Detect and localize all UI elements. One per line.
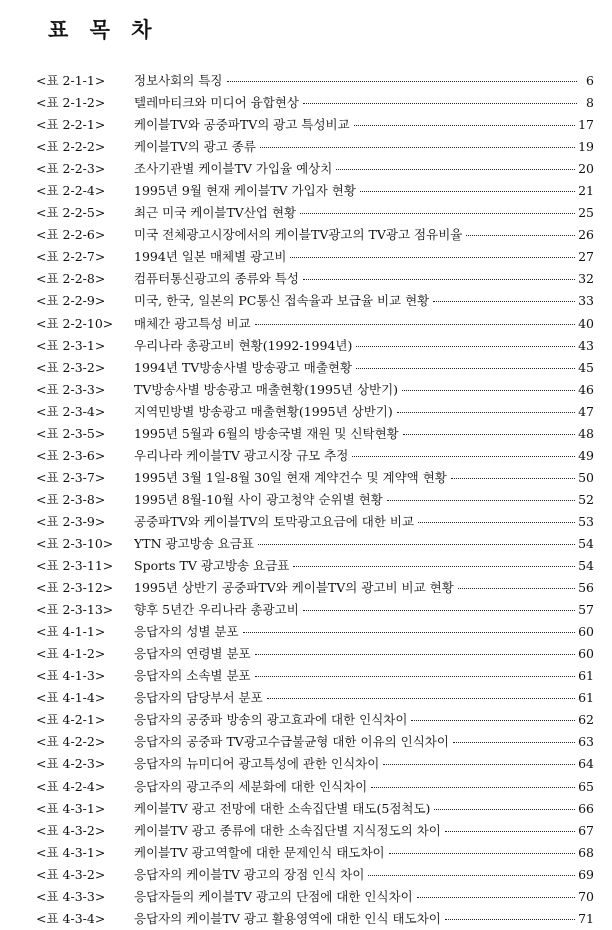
- toc-entry-title: 응답자의 케이블TV 광고 활용영역에 대한 인식 태도차이: [134, 910, 441, 926]
- toc-entry-page-number: 43: [578, 337, 594, 353]
- toc-entry-page-number: 70: [578, 888, 594, 904]
- dot-leader: [389, 853, 575, 854]
- toc-entry-page-number: 50: [578, 469, 594, 485]
- dot-leader: [258, 544, 575, 545]
- toc-entry[interactable]: [36, 533, 594, 555]
- toc-entry-page-number: 64: [578, 756, 594, 772]
- toc-entry[interactable]: [36, 335, 594, 357]
- dot-leader: [293, 566, 575, 567]
- dot-leader: [368, 875, 575, 876]
- toc-entry-page-number: 25: [578, 205, 594, 221]
- toc-entry[interactable]: [36, 776, 594, 798]
- toc-entry-page-number: 56: [578, 580, 594, 596]
- toc-entry[interactable]: [36, 180, 594, 202]
- dot-leader: [354, 125, 575, 126]
- toc-entry-title: 응답자의 소속별 분포: [134, 668, 251, 684]
- toc-entry-page-number: 66: [578, 800, 594, 816]
- toc-entry[interactable]: [36, 268, 594, 290]
- toc-entry-label: <표 2-3-10>: [36, 535, 114, 551]
- toc-entry-title: 응답자의 담당부서 분포: [134, 690, 263, 706]
- dot-leader: [227, 81, 578, 82]
- toc-entry-page-number: 26: [578, 227, 594, 243]
- toc-entry-label: <표 4-2-4>: [36, 778, 106, 794]
- toc-entry-title: TV방송사별 방송광고 매출현황(1995년 상반기): [134, 381, 399, 397]
- toc-entry-page-number: 60: [578, 624, 594, 640]
- toc-entry-label: <표 2-2-7>: [36, 249, 106, 265]
- toc-entry-title: 미국 전체광고시장에서의 케이블TV광고의 TV광고 점유비율: [134, 227, 463, 243]
- toc-entry-label: <표 2-3-3>: [36, 381, 106, 397]
- toc-entry-label: <표 2-3-2>: [36, 359, 106, 375]
- toc-entry-title: 미국, 한국, 일본의 PC통신 접속율과 보급율 비교 현황: [134, 293, 430, 309]
- toc-entry-page-number: 65: [578, 778, 594, 794]
- toc-entry-label: <표 2-3-4>: [36, 403, 106, 419]
- dot-leader: [411, 720, 575, 721]
- dot-leader: [453, 742, 575, 743]
- toc-entry-title: 케이블TV와 공중파TV의 광고 특성비교: [134, 117, 350, 133]
- toc-entry-page-number: 61: [578, 668, 594, 684]
- toc-entry-title: 1994년 일본 매체별 광고비: [134, 249, 287, 265]
- toc-entry-label: <표 4-2-1>: [36, 712, 106, 728]
- toc-entry-label: <표 2-3-6>: [36, 447, 106, 463]
- toc-entry-title: 지역민방별 방송광고 매출현황(1995년 상반기): [134, 403, 393, 419]
- toc-entry-label: <표 2-2-5>: [36, 205, 106, 221]
- toc-entry-title: 우리나라 케이블TV 광고시장 규모 추정: [134, 447, 349, 463]
- toc-entry-label: <표 2-3-8>: [36, 491, 106, 507]
- toc-entry-title: Sports TV 광고방송 요금표: [134, 558, 290, 574]
- toc-entry-label: <표 2-1-2>: [36, 95, 106, 111]
- toc-entry-page-number: 45: [578, 359, 594, 375]
- toc-entry[interactable]: [36, 114, 594, 136]
- toc-entry-label: <표 2-3-7>: [36, 469, 106, 485]
- toc-entry[interactable]: [36, 379, 594, 401]
- toc-entry-page-number: 27: [578, 249, 594, 265]
- toc-entry-title: 1995년 3월 1일-8월 30일 현재 계약건수 및 계약액 현황: [134, 469, 447, 485]
- toc-entry-page-number: 46: [578, 381, 594, 397]
- toc-entry-title: 우리나라 총광고비 현황(1992-1994년): [134, 337, 353, 353]
- toc-entry-page-number: 6: [586, 73, 594, 88]
- dot-leader: [352, 456, 575, 457]
- dot-leader: [303, 103, 577, 104]
- toc-entry[interactable]: [36, 246, 594, 268]
- toc-entry[interactable]: [36, 290, 594, 312]
- toc-entry-page-number: 68: [578, 844, 594, 860]
- toc-entry-title: 케이블TV 광고 전망에 대한 소속집단별 태도(5점척도): [134, 800, 431, 816]
- toc-entry-label: <표 2-2-9>: [36, 293, 106, 309]
- toc-entry-title: 응답자들의 케이블TV 광고의 단점에 대한 인식차이: [134, 888, 413, 904]
- toc-entry-title: 케이블TV 광고역할에 대한 문제인식 태도차이: [134, 844, 385, 860]
- toc-entry-title: 1995년 상반기 공중파TV와 케이블TV의 광고비 비교 현황: [134, 580, 454, 596]
- dot-leader: [445, 831, 575, 832]
- toc-entry-title: 케이블TV 광고 종류에 대한 소속집단별 지식정도의 차이: [134, 822, 441, 838]
- toc-entry[interactable]: [36, 489, 594, 511]
- toc-entry[interactable]: [36, 599, 594, 621]
- toc-entry-title: 텔레마티크와 미디어 융합현상: [134, 95, 299, 111]
- toc-entry[interactable]: [36, 665, 594, 687]
- dot-leader: [336, 169, 575, 170]
- toc-entry-label: <표 4-1-2>: [36, 646, 106, 662]
- toc-entry[interactable]: [36, 577, 594, 599]
- dot-leader: [255, 654, 575, 655]
- toc-entry[interactable]: [36, 908, 594, 930]
- toc-entry[interactable]: [36, 842, 594, 864]
- toc-entry[interactable]: [36, 687, 594, 709]
- toc-entry[interactable]: [36, 511, 594, 533]
- dot-leader: [356, 368, 575, 369]
- toc-entry-label: <표 2-2-4>: [36, 183, 106, 199]
- toc-entry-label: <표 2-2-1>: [36, 117, 106, 133]
- dot-leader: [290, 257, 575, 258]
- toc-entry-label: <표 2-3-12>: [36, 580, 114, 596]
- toc-entry[interactable]: [36, 886, 594, 908]
- toc-entry-title: 응답자의 공중파 방송의 광고효과에 대한 인식차이: [134, 712, 408, 728]
- dot-leader: [387, 500, 575, 501]
- toc-entry-label: <표 4-1-3>: [36, 668, 106, 684]
- dot-leader: [300, 213, 575, 214]
- toc-entry-page-number: 33: [578, 293, 594, 309]
- toc-entry-page-number: 63: [578, 734, 594, 750]
- toc-entry-page-number: 71: [578, 910, 594, 926]
- dot-leader: [260, 147, 575, 148]
- toc-entry-title: 응답자의 광고주의 세분화에 대한 인식차이: [134, 778, 368, 794]
- toc-entry-page-number: 54: [578, 558, 594, 574]
- toc-entry-title: 매체간 광고특성 비교: [134, 315, 251, 331]
- toc-entry-title: 응답자의 케이블TV 광고의 장점 인식 차이: [134, 866, 365, 882]
- toc-entry-label: <표 4-3-1>: [36, 844, 106, 860]
- toc-entry[interactable]: [36, 357, 594, 379]
- toc-entry-page-number: 19: [578, 139, 594, 155]
- toc-entry[interactable]: [36, 643, 594, 665]
- toc-entry-label: <표 4-2-3>: [36, 756, 106, 772]
- toc-entry-title: 1994년 TV방송사별 방송광고 매출현황: [134, 359, 353, 375]
- toc-entry-label: <표 4-1-4>: [36, 690, 106, 706]
- page-title: 표 목 차: [48, 17, 159, 42]
- toc-entry-page-number: 69: [578, 866, 594, 882]
- table-of-tables-list: [36, 70, 594, 930]
- toc-entry[interactable]: [36, 621, 594, 643]
- toc-entry-label: <표 2-2-8>: [36, 271, 106, 287]
- toc-entry[interactable]: [36, 423, 594, 445]
- toc-entry[interactable]: [36, 70, 594, 92]
- toc-entry-label: <표 4-3-4>: [36, 910, 106, 926]
- toc-entry[interactable]: [36, 401, 594, 423]
- toc-entry-title: 응답자의 성별 분포: [134, 624, 239, 640]
- toc-entry-page-number: 52: [578, 491, 594, 507]
- toc-entry[interactable]: [36, 224, 594, 246]
- toc-entry-label: <표 2-3-9>: [36, 513, 106, 529]
- toc-entry-page-number: 67: [578, 822, 594, 838]
- toc-entry-title: 공중파TV와 케이블TV의 토막광고요금에 대한 비교: [134, 513, 415, 529]
- toc-entry-title: YTN 광고방송 요금표: [134, 535, 254, 551]
- dot-leader: [417, 897, 575, 898]
- toc-entry-page-number: 8: [586, 95, 594, 111]
- toc-entry-title: 향후 5년간 우리나라 총광고비: [134, 602, 299, 618]
- dot-leader: [402, 390, 575, 391]
- toc-entry-label: <표 2-1-1>: [36, 73, 106, 88]
- toc-entry-label: <표 4-3-2>: [36, 822, 106, 838]
- toc-entry-page-number: 21: [578, 183, 594, 199]
- toc-entry-title: 응답자의 공중파 TV광고수급불균형 대한 이유의 인식차이: [134, 734, 449, 750]
- toc-entry-page-number: 20: [578, 161, 594, 177]
- toc-entry[interactable]: [36, 202, 594, 224]
- dot-leader: [303, 610, 575, 611]
- toc-entry-title: 케이블TV의 광고 종류: [134, 139, 256, 155]
- dot-leader: [243, 632, 576, 633]
- toc-entry[interactable]: [36, 798, 594, 820]
- toc-entry-label: <표 2-3-1>: [36, 337, 106, 353]
- dot-leader: [445, 919, 575, 920]
- dot-leader: [451, 478, 575, 479]
- toc-entry[interactable]: [36, 158, 594, 180]
- toc-entry[interactable]: [36, 445, 594, 467]
- toc-entry-label: <표 2-3-13>: [36, 602, 114, 618]
- dot-leader: [433, 301, 575, 302]
- toc-entry-title: 정보사회의 특징: [134, 73, 223, 88]
- toc-entry-label: <표 4-3-3>: [36, 888, 106, 904]
- dot-leader: [403, 434, 575, 435]
- toc-entry-label: <표 4-2-2>: [36, 734, 106, 750]
- toc-entry-page-number: 32: [578, 271, 594, 287]
- toc-entry[interactable]: [36, 709, 594, 731]
- toc-entry-page-number: 40: [578, 315, 594, 331]
- toc-entry[interactable]: [36, 313, 594, 335]
- toc-entry[interactable]: [36, 467, 594, 489]
- toc-entry[interactable]: [36, 753, 594, 775]
- toc-entry-title: 1995년 8월-10월 사이 광고청약 순위별 현황: [134, 491, 383, 507]
- toc-entry-page-number: 47: [578, 403, 594, 419]
- dot-leader: [255, 324, 575, 325]
- toc-entry[interactable]: [36, 92, 594, 114]
- dot-leader: [356, 346, 575, 347]
- toc-entry-title: 응답자의 뉴미디어 광고특성에 관한 인식차이: [134, 756, 380, 772]
- toc-entry[interactable]: [36, 555, 594, 577]
- toc-entry-title: 응답자의 연령별 분포: [134, 646, 251, 662]
- dot-leader: [397, 412, 575, 413]
- toc-entry-page-number: 49: [578, 447, 594, 463]
- dot-leader: [267, 698, 575, 699]
- toc-entry[interactable]: [36, 820, 594, 842]
- toc-entry-page-number: 48: [578, 425, 594, 441]
- toc-entry-title: 컴퓨터통신광고의 종류와 특성: [134, 271, 299, 287]
- toc-entry-page-number: 61: [578, 690, 594, 706]
- dot-leader: [466, 235, 575, 236]
- toc-entry-label: <표 4-3-1>: [36, 800, 106, 816]
- toc-entry-title: 1995년 9월 현재 케이블TV 가입자 현황: [134, 183, 356, 199]
- toc-entry-label: <표 2-3-11>: [36, 558, 114, 574]
- toc-entry-label: <표 2-2-2>: [36, 139, 106, 155]
- toc-entry[interactable]: [36, 864, 594, 886]
- toc-entry-page-number: 17: [578, 117, 594, 133]
- toc-entry-title: 1995년 5월과 6월의 방송국별 재원 및 신탁현황: [134, 425, 399, 441]
- toc-entry-label: <표 2-3-5>: [36, 425, 106, 441]
- dot-leader: [255, 676, 575, 677]
- dot-leader: [383, 764, 575, 765]
- dot-leader: [418, 522, 575, 523]
- toc-entry-label: <표 2-2-6>: [36, 227, 106, 243]
- toc-entry-label: <표 2-2-3>: [36, 161, 106, 177]
- dot-leader: [434, 809, 575, 810]
- toc-entry-page-number: 62: [578, 712, 594, 728]
- toc-entry[interactable]: [36, 731, 594, 753]
- toc-entry-page-number: 57: [578, 602, 594, 618]
- toc-entry-title: 최근 미국 케이블TV산업 현황: [134, 205, 297, 221]
- dot-leader: [371, 787, 575, 788]
- dot-leader: [303, 279, 575, 280]
- dot-leader: [360, 191, 575, 192]
- toc-entry-label: <표 4-3-2>: [36, 866, 106, 882]
- toc-entry-page-number: 53: [578, 513, 594, 529]
- toc-entry-page-number: 60: [578, 646, 594, 662]
- toc-entry-page-number: 54: [578, 535, 594, 551]
- dot-leader: [458, 588, 575, 589]
- toc-entry-title: 조사기관별 케이블TV 가입율 예상치: [134, 161, 333, 177]
- toc-entry-label: <표 4-1-1>: [36, 624, 106, 640]
- toc-entry[interactable]: [36, 136, 594, 158]
- toc-entry-label: <표 2-2-10>: [36, 315, 114, 331]
